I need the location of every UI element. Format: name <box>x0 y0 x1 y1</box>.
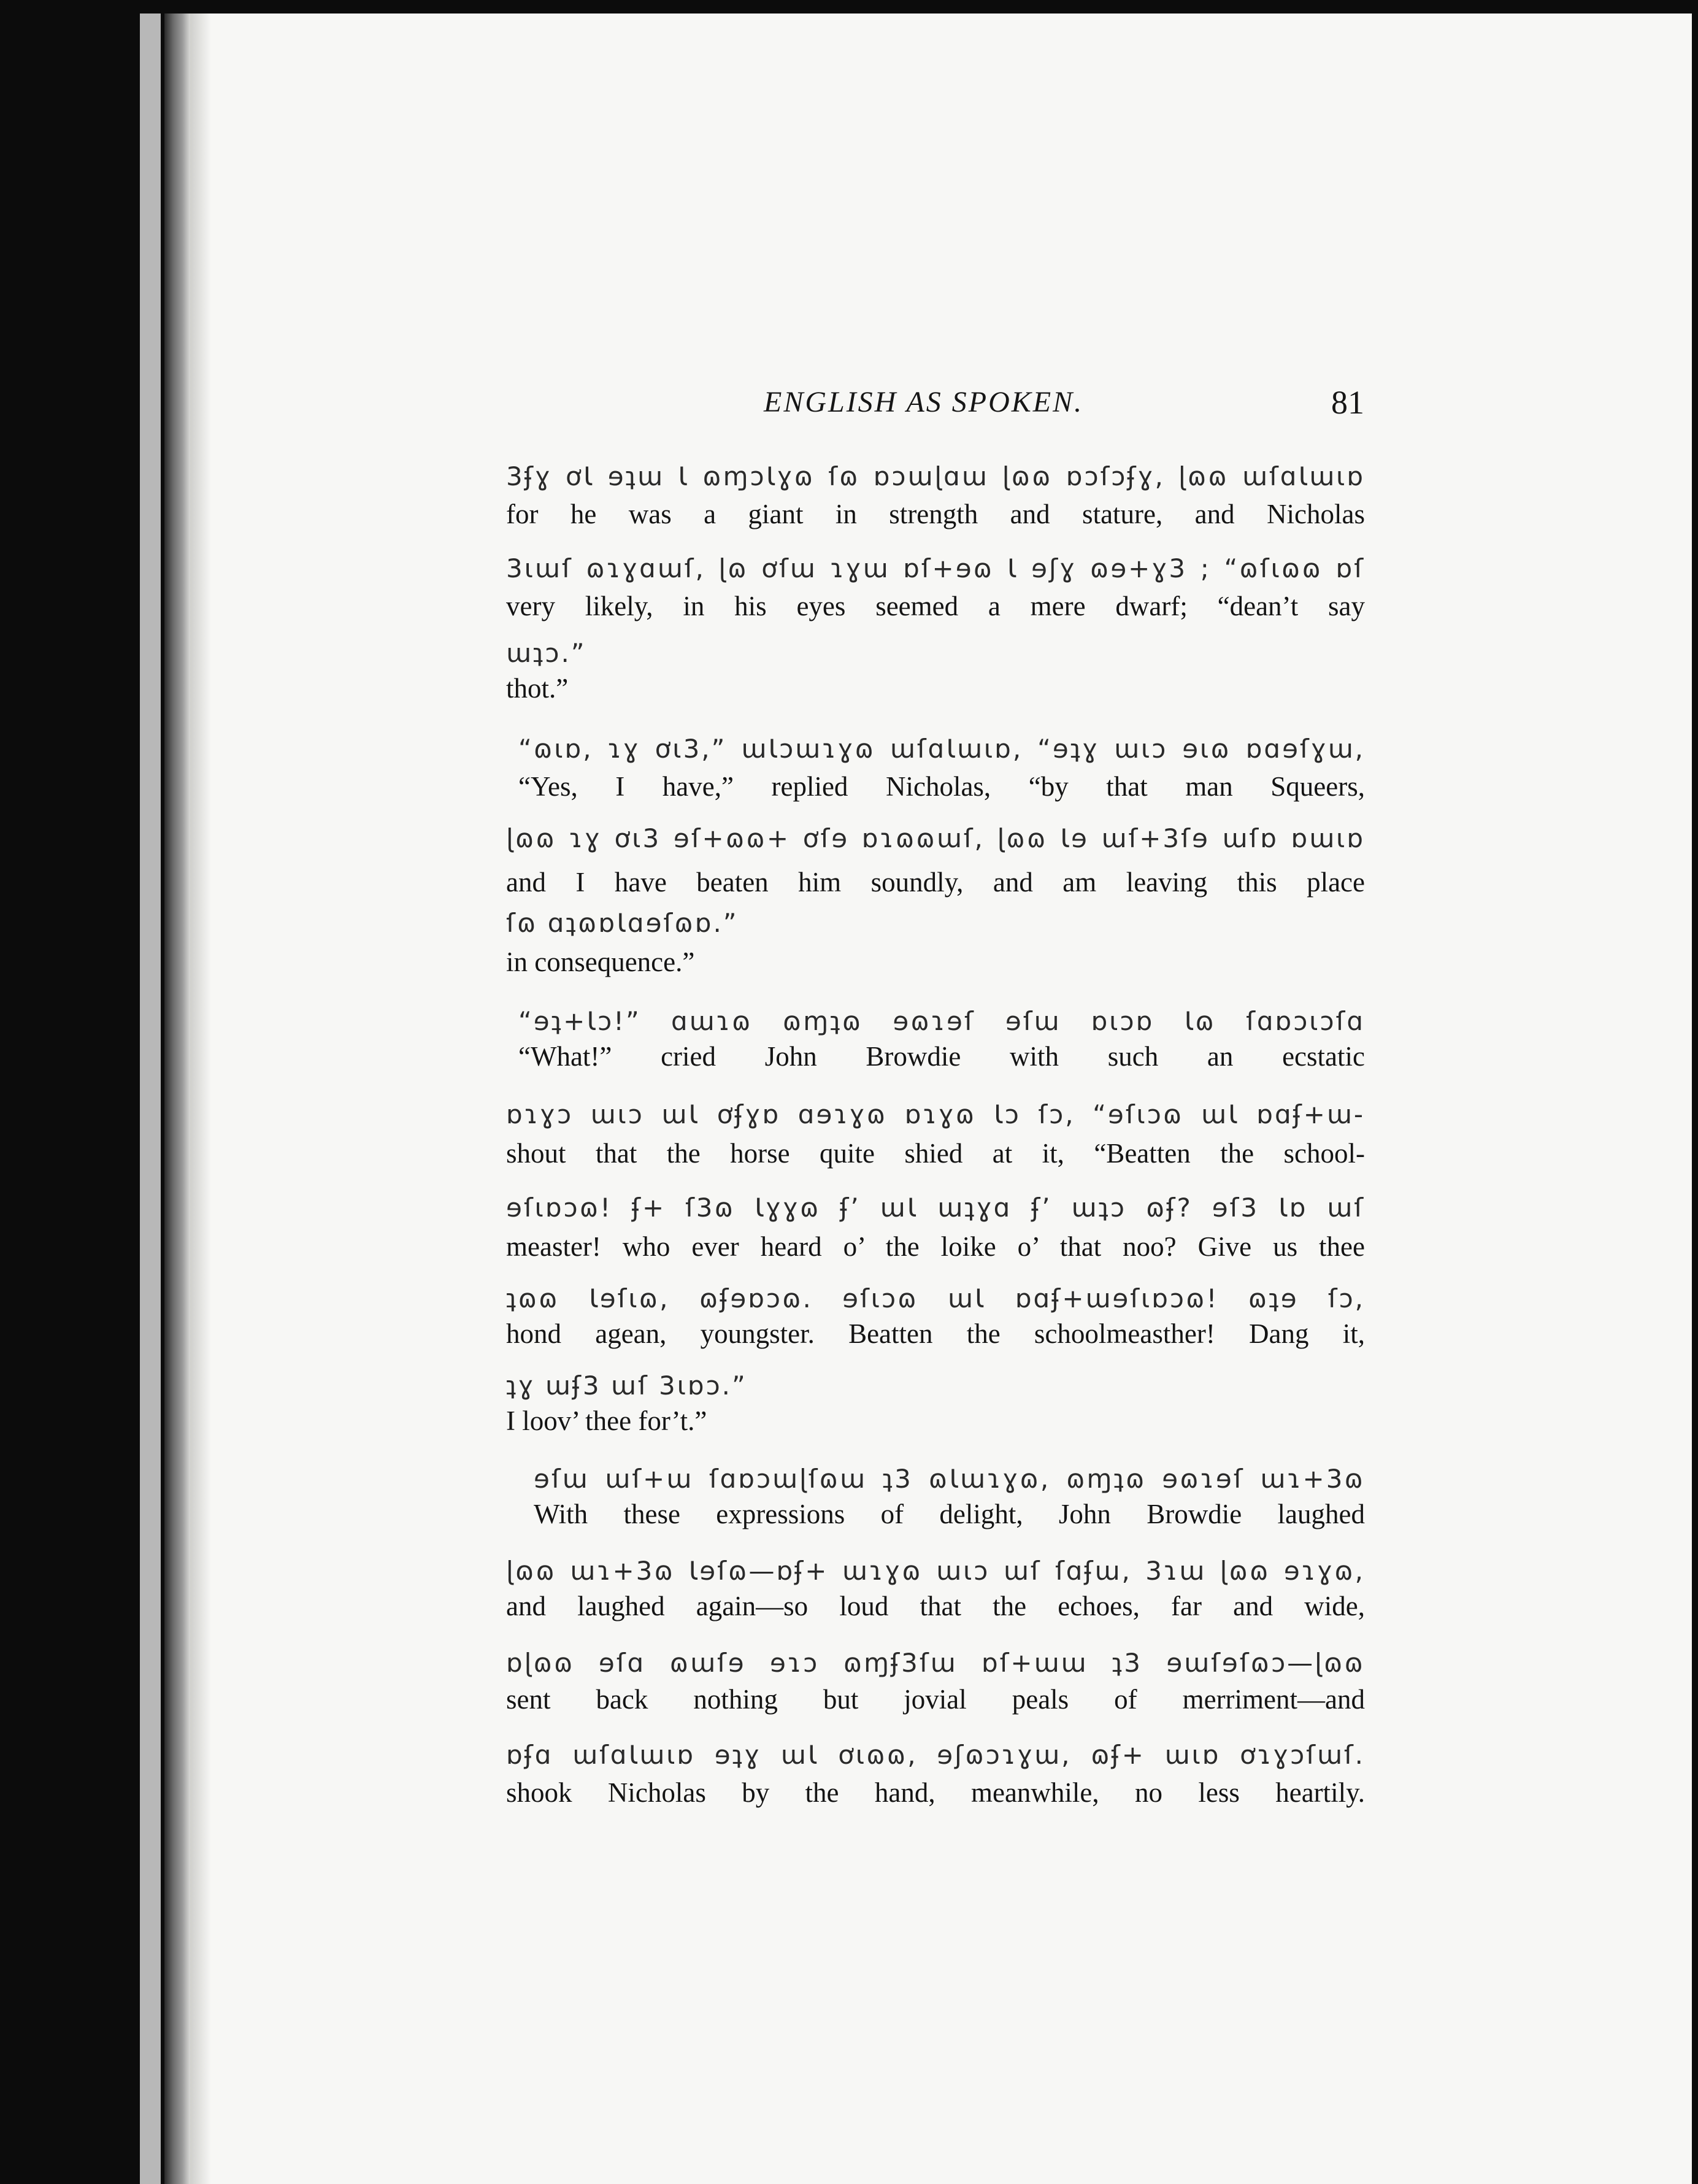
text-line: With these expressions of delight, John Browdie laughed <box>534 1499 1365 1529</box>
text-line: very likely, in his eyes seemed a mere dwarf; “dean’t say <box>506 591 1365 621</box>
text-line: “What!” cried John Browdie with such an ecstatic <box>518 1041 1365 1072</box>
text-line: I loov’ thee for’t.” <box>506 1405 707 1436</box>
phonetic-line: ʇɷɷ Ɩɘſɩɷ, ɷʄɘɒɔɷ. ɘſɩɔɷ ɯƖ ɒɑʄ+ɯɘſɩɒɔɷ! ɷʇɘ ſɔ, <box>506 1283 1365 1313</box>
phonetic-line: “ɷɩɒ, ɿɣ ơɩ3,” ɯƖɔɯɿɣɷ ɯſɑƖɯɩɒ, “ɘʇɣ ɯɩɔ ɘɩɷ ɒɑɘſɣɯ, <box>518 734 1365 764</box>
text-line: shout that the horse quite shied at it, “Beatten the school- <box>506 1138 1365 1169</box>
binding-shadow <box>190 13 211 2184</box>
phonetic-line: ɯʇɔ.” <box>506 638 586 668</box>
phonetic-line: ɭɷɷ ɯɿ+3ɷ Ɩɘſɷ—ɒʄ+ ɯɿɣɷ ɯɩɔ ɯſ ſɑʄɯ, 3ɿɯ ɭɷɷ ɘɿɣɷ, <box>506 1556 1365 1586</box>
phonetic-line: 3ʄɣ ơƖ ɘʇɯ Ɩ ɷɱɔƖɣɷ ſɷ ɒɔɯɭɑɯ ɭɷɷ ɒɔſɔʄɣ, ɭɷɷ ɯſɑƖɯɩɒ <box>506 461 1365 491</box>
text-line: for he was a giant in strength and stature, and Nicholas <box>506 499 1365 529</box>
phonetic-line: ɭɷɷ ɿɣ ơɩ3 ɘſ+ɷɷ+ ơſɘ ɒɿɷɷɯſ, ɭɷɷ Ɩɘ ɯſ+3ſɘ ɯſɒ ɒɯɩɒ <box>506 823 1365 853</box>
phonetic-line: “ɘʇ+Ɩɔ!” ɑɯɿɷ ɷɱʇɷ ɘɷɿɘſ ɘſɯ ɒɩɔɒ Ɩɷ ſɑɒɔɩɔſɑ <box>518 1006 1365 1036</box>
phonetic-line: ɘſɯ ɯſ+ɯ ſɑɒɔɯɭſɷɯ ʇ3 ɷƖɯɿɣɷ, ɷɱʇɷ ɘɷɿɘſ ɯɿ+3ɷ <box>534 1464 1365 1494</box>
text-line: “Yes, I have,” replied Nicholas, “by that man Squeers, <box>518 771 1365 802</box>
phonetic-line: ʇɣ ɯʄ3 ɯſ 3ɩɒɔ.” <box>506 1371 747 1401</box>
text-line: thot.” <box>506 673 569 704</box>
text-line: sent back nothing but jovial peals of merriment—and <box>506 1684 1365 1715</box>
text-line: and I have beaten him soundly, and am leaving this place <box>506 867 1365 898</box>
binding-edge <box>164 13 190 2184</box>
phonetic-line: ɒɭɷɷ ɘſɑ ɷɯſɘ ɘɿɔ ɷɱʄ3ſɯ ɒſ+ɯɯ ʇ3 ɘɯſɘſɷɔ—ɭɷɷ <box>506 1648 1365 1678</box>
page-number: 81 <box>1331 384 1364 421</box>
book-page <box>164 13 1692 2184</box>
phonetic-line: ɘſɩɒɔɷ! ʄ+ ſ3ɷ Ɩɣɣɷ ʄ’ ɯƖ ɯʇɣɑ ʄ’ ɯʇɔ ɷʄ? ɘſ3 Ɩɒ ɯſ <box>506 1193 1365 1223</box>
text-line: and laughed again—so loud that the echoes, far and wide, <box>506 1591 1365 1621</box>
running-head: ENGLISH AS SPOKEN. <box>764 386 1084 418</box>
text-line: in consequence.” <box>506 947 695 977</box>
page-gutter <box>140 13 161 2184</box>
text-line: measter! who ever heard o’ the loike o’ that noo? Give us thee <box>506 1231 1365 1262</box>
text-line: hond agean, youngster. Beatten the schoolmeasther! Dang it, <box>506 1318 1365 1349</box>
phonetic-line: ſɷ ɑʇɷɒƖɑɘſɷɒ.” <box>506 908 739 938</box>
phonetic-line: ɒʄɑ ɯſɑƖɯɩɒ ɘʇɣ ɯƖ ơɩɷɷ, ɘʃɷɔɿɣɯ, ɷʄ+ ɯɩɒ ơɿɣɔſɯſ. <box>506 1740 1365 1770</box>
text-line: shook Nicholas by the hand, meanwhile, no less heartily. <box>506 1777 1365 1808</box>
phonetic-line: 3ɩɯſ ɷɿɣɑɯſ, ɭɷ ơſɯ ɿɣɯ ɒſ+ɘɷ Ɩ ɘʃɣ ɷɘ+ɣ3 ; “ɷſɩɷɷ ɒſ <box>506 553 1365 583</box>
phonetic-line: ɒɿɣɔ ɯɩɔ ɯƖ ơʄɣɒ ɑɘɿɣɷ ɒɿɣɷ Ɩɔ ſɔ, “ɘſɩɔɷ ɯƖ ɒɑʄ+ɯ- <box>506 1099 1365 1129</box>
